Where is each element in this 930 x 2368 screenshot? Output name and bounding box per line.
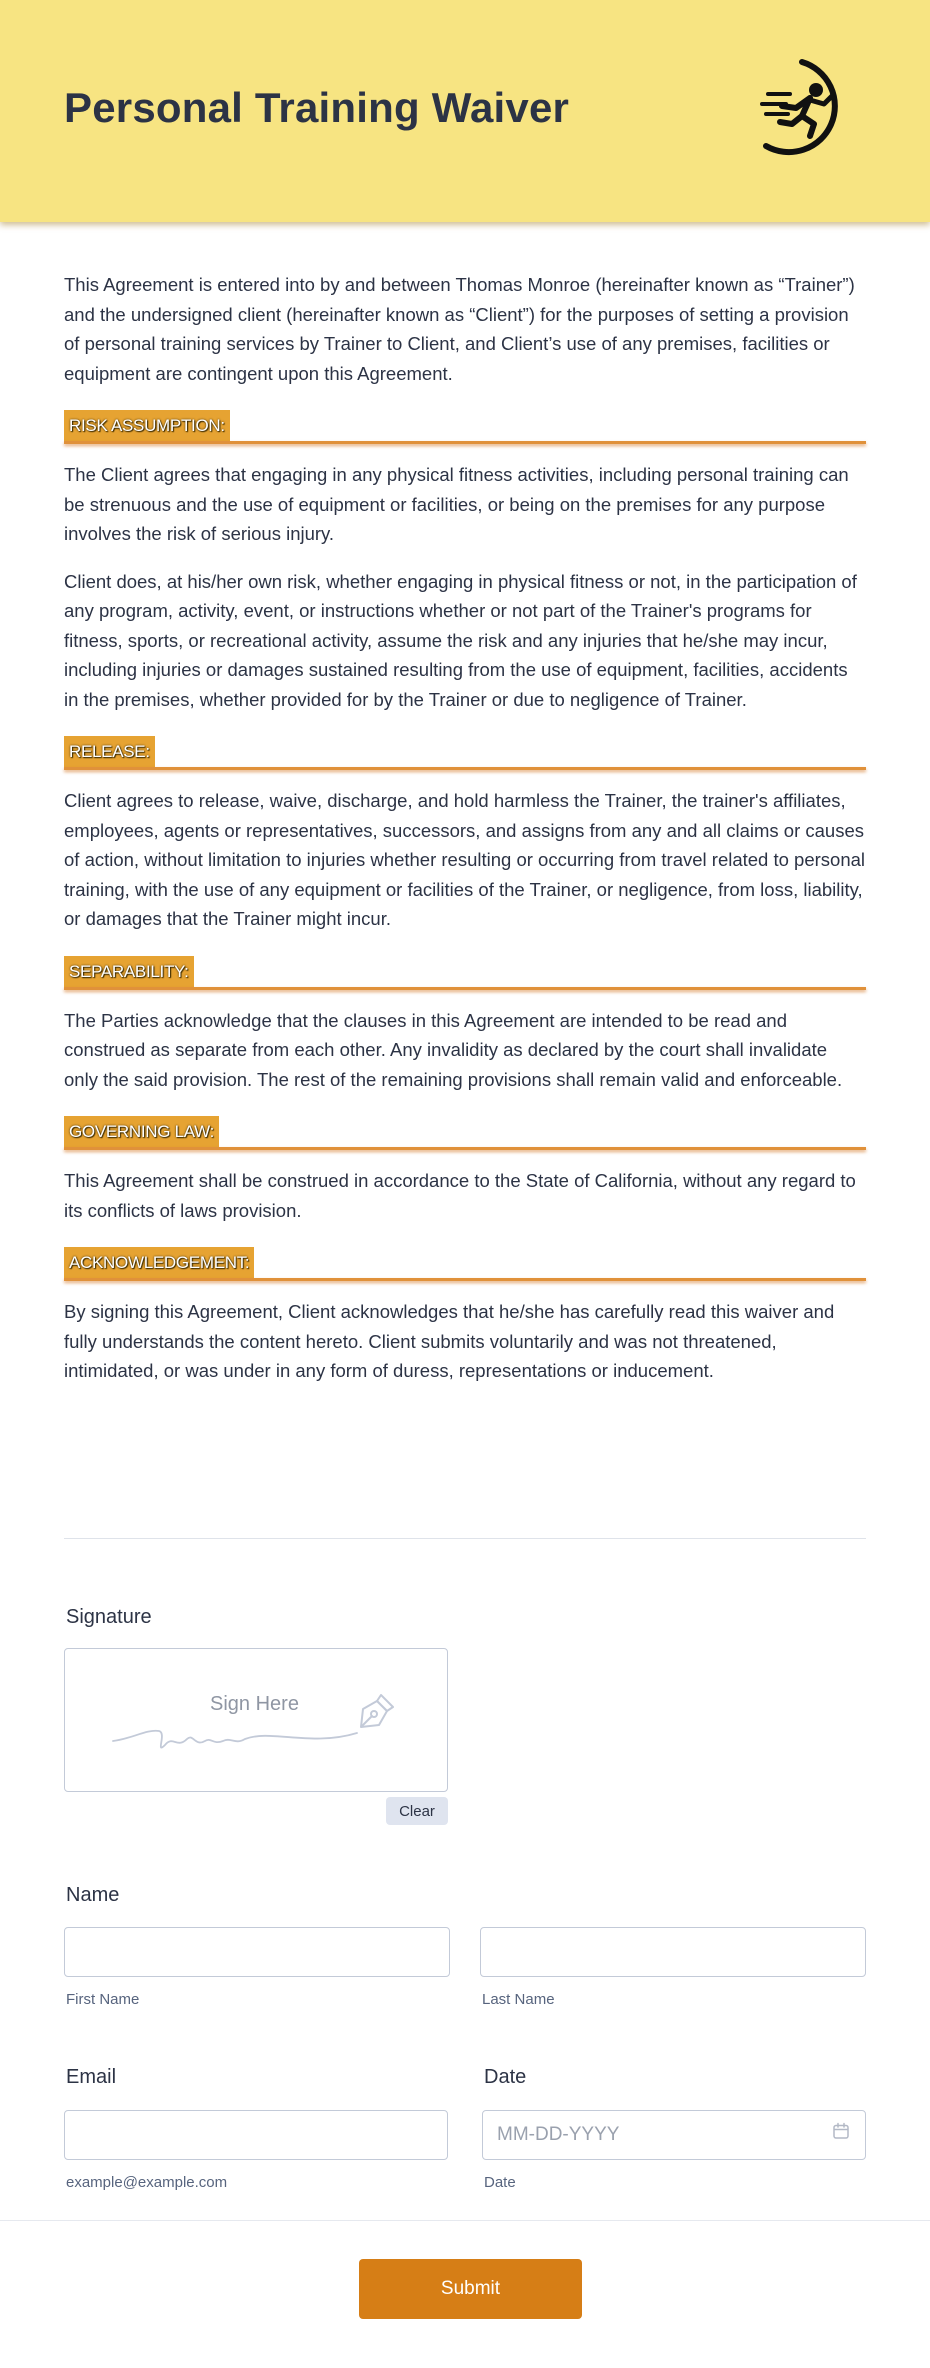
email-sublabel: example@example.com: [66, 2174, 228, 2191]
section-heading-governing-law: [64, 1116, 866, 1150]
section-paragraph: Client agrees to release, waive, discharge, and hold harmless the Trainer, the trainer's affiliates, employees, agents or representatives, successors, and assigns from any and all claims or causes of action, without limitation to injuries whether resulting or occurring from travel related to personal training, with the use of any equipment or facilities of the Trainer, or negligence, from loss, liability, or damages that the Trainer might incur.: [64, 790, 866, 929]
section-rule: [64, 1147, 866, 1150]
section-rule: [64, 1278, 866, 1281]
section-paragraph: The Parties acknowledge that the clauses in this Agreement are intended to be read and construed as separate from each other. Any invalidity as declared by the court shall invalidate only the said provision. The rest of the remaining provisions shall remain valid and enforceable.: [64, 1009, 843, 1090]
section-paragraph: Client does, at his/her own risk, whether engaging in physical fitness or not, in the participation of any program, activity, event, or instructions whether or not part of the Trainer's programs for fitness, sports, or recreational activity, assume the risk and any injuries that he/she may incur, including injuries or damages sustained resulting from the use of equipment, facilities, accidents in the premises, whether provided for by the Trainer or due to negligence of Trainer.: [64, 570, 857, 710]
clear-signature-button[interactable]: Clear: [386, 1797, 448, 1825]
section-rule: [64, 987, 866, 990]
section-heading-label: SEPARABILITY:: [64, 956, 194, 988]
intro-paragraph: This Agreement is entered into by and between Thomas Monroe (hereinafter known as “Trainer”) and the undersigned client (hereinafter known as “Client”) for the purposes of setting a provision of personal training services by Trainer to Client, and Client’s use of any premises, facilities or equipment are contingent upon this Agreement.: [64, 274, 855, 384]
section-heading-label: ACKNOWLEDGEMENT:: [64, 1247, 254, 1279]
section-heading-label: GOVERNING LAW:: [64, 1116, 219, 1148]
email-input[interactable]: [64, 2110, 448, 2160]
section-heading-label: RELEASE:: [64, 736, 155, 768]
section-paragraph: By signing this Agreement, Client acknowledges that he/she has carefully read this waiver and fully understands the content hereto. Client submits voluntarily and was not threatened, intimidated, or was under in any form of duress, representations or inducement.: [64, 1301, 835, 1381]
footer-divider: [0, 2220, 930, 2221]
name-label: Name: [66, 1884, 120, 1906]
last-name-input[interactable]: [480, 1927, 866, 1977]
calendar-icon[interactable]: [832, 2122, 850, 2140]
section-paragraph: The Client agrees that engaging in any physical fitness activities, including personal training can be strenuous and the use of equipment or facilities, or being on the premises for any purpose involves the risk of serious injury.: [64, 464, 849, 544]
date-sublabel: Date: [484, 2174, 516, 2191]
section-heading-release: [64, 736, 866, 770]
last-name-sublabel: Last Name: [482, 1991, 555, 2008]
first-name-input[interactable]: [64, 1927, 450, 1977]
date-input[interactable]: [482, 2110, 866, 2160]
first-name-sublabel: First Name: [66, 1991, 140, 2008]
waiver-text: [64, 270, 866, 1386]
section-paragraph: This Agreement shall be construed in accordance to the State of California, without any regard to its conflicts of laws provision.: [64, 1170, 856, 1221]
form-divider: [64, 1538, 866, 1539]
section-heading-risk-assumption: [64, 410, 866, 444]
section-heading-label: RISK ASSUMPTION:: [64, 410, 230, 442]
section-rule: [64, 441, 866, 444]
page-title: Personal Training Waiver: [64, 84, 570, 131]
sign-here-prompt: Sign Here: [210, 1693, 299, 1715]
signature-pad[interactable]: [64, 1648, 448, 1792]
running-person-icon: [752, 58, 856, 162]
email-label: Email: [66, 2066, 117, 2088]
form-header: [0, 0, 930, 222]
pen-nib-icon: [351, 1691, 397, 1737]
section-heading-separability: [64, 956, 866, 990]
section-heading-acknowledgement: [64, 1247, 866, 1281]
section-rule: [64, 767, 866, 770]
signature-label: Signature: [66, 1606, 152, 1628]
submit-button[interactable]: Submit: [359, 2259, 582, 2319]
date-label: Date: [484, 2066, 527, 2088]
